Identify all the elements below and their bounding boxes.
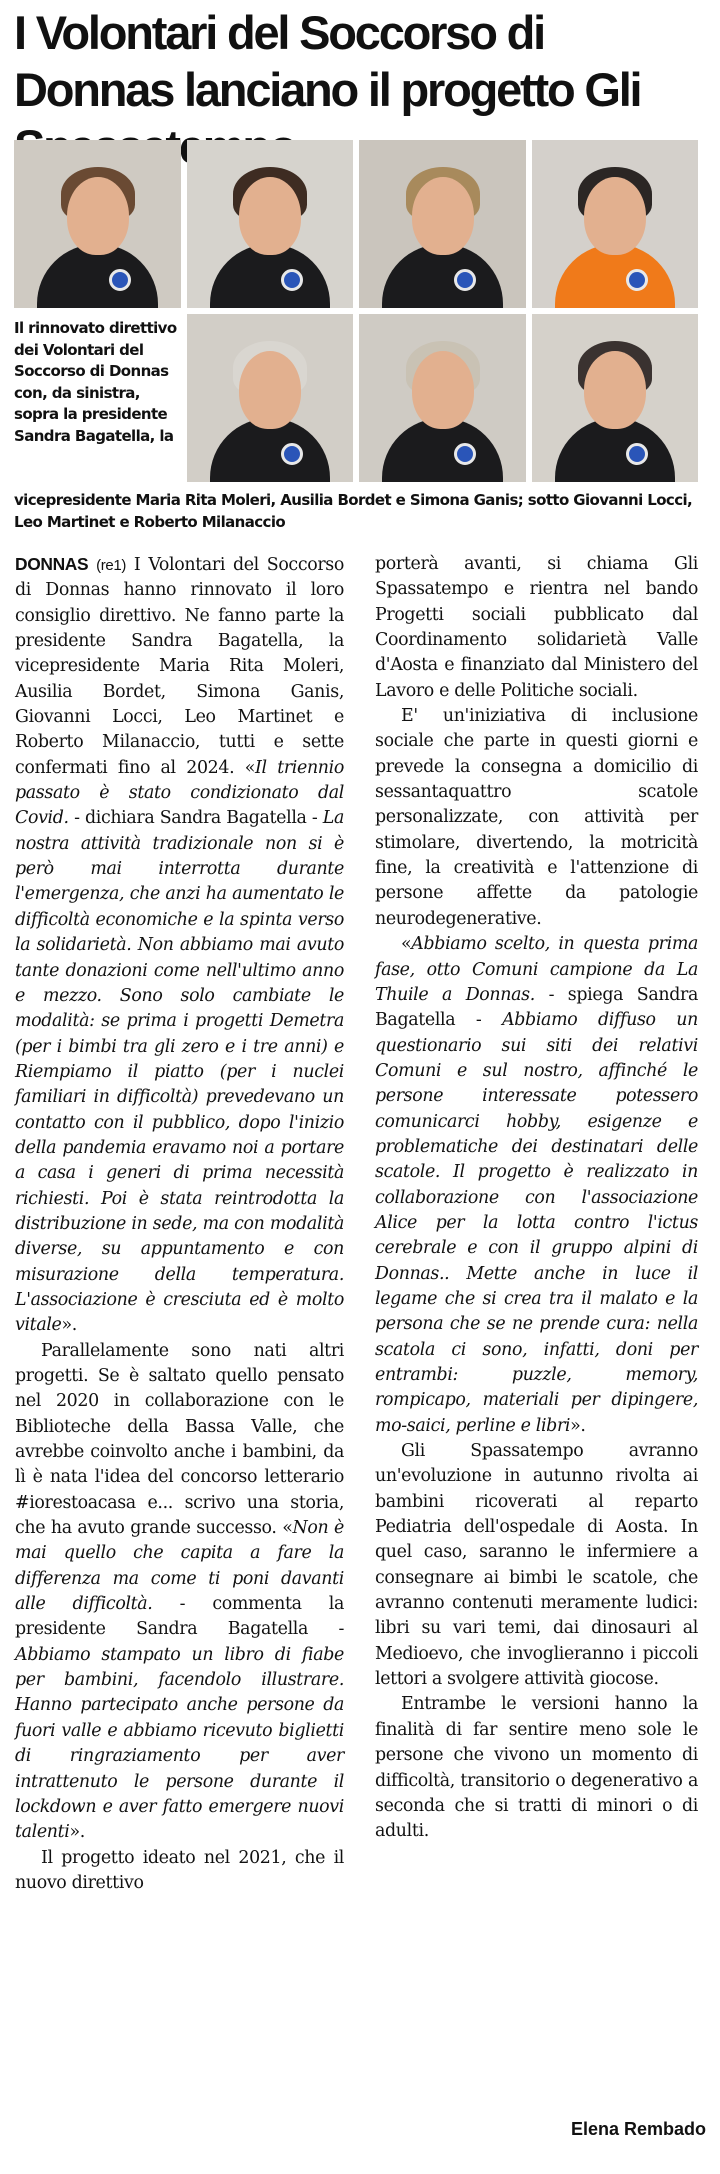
attribution-text: - commenta la presidente Sandra Bagatella - bbox=[15, 1594, 345, 1640]
paragraph-2 bbox=[15, 1339, 344, 1846]
quote-text: Abbiamo scelto, in questa prima fase, otto Comuni campione da La Thuile a Donnas. bbox=[375, 934, 698, 1005]
paragraph-3-end: porterà avanti, si chiama Gli Spassatempo e rientra nel bando Progetti sociali pubblicato dal Coordinamento solidarietà Valle d'Aosta e finanziato dal Ministero del Lavoro e delle Politiche sociali. bbox=[375, 554, 698, 701]
author-byline: Elena Rembado bbox=[570, 2119, 706, 2139]
photo-simona-ganis bbox=[532, 140, 698, 308]
photo-face bbox=[412, 177, 474, 255]
quote-text: Abbiamo stampato un libro di fiabe per bambini, facendolo illustrare. Hanno partecipato anche persone da fuori valle e abbiamo ricevuto biglietti di ringraziamento per aver intrattenuto le persone durante il lockdown e aver fatto emergere nuovi talenti bbox=[15, 1644, 344, 1843]
photo-roberto-milanaccio bbox=[532, 314, 698, 482]
photo-face bbox=[239, 177, 301, 255]
attribution-text: - dichiara Sandra Bagatella - bbox=[68, 808, 323, 829]
photo-face bbox=[584, 351, 646, 429]
quote-text: Il triennio passato è stato condizionato dal Covid. bbox=[15, 757, 344, 829]
photo-maria-rita-moleri bbox=[187, 140, 353, 308]
photo-giovanni-locci bbox=[187, 314, 353, 482]
photo-leo-martinet bbox=[359, 314, 526, 482]
paragraph-5 bbox=[375, 932, 698, 1439]
quote-close: ». bbox=[69, 1822, 85, 1843]
photo-caption-continued: vicepresidente Maria Rita Moleri, Ausilia Bordet e Simona Ganis; sotto Giovanni Locci, Leo Martinet e Roberto Milanaccio bbox=[14, 491, 693, 531]
photo-logo-badge bbox=[109, 269, 131, 291]
article-column-1 bbox=[15, 552, 344, 1896]
quote-close: ». bbox=[570, 1415, 586, 1436]
dateline: DONNAS bbox=[15, 554, 89, 574]
quote-text: La nostra attività tradizionale non si è però mai interrotta durante l'emergenza, che anzi ha aumentato le difficoltà economiche e la spinta verso la solidarietà. Non abbiamo mai avuto tante donazioni come nell'ultimo anno e mezzo. Sono solo cambiate le modalità: se prima i progetti Demetra (per i bimbi tra gli zero e i tre anni) e Riempiamo il piatto (per i nuclei familiari in difficoltà) prevedevano un contatto con il pubblico, dopo l'inizio della pandemia eravamo noi a portare a casa i generi di prima necessità richiesti. Poi è stata reintrodotta la distribuzione in sede, ma con modalità diverse, su appuntamento e con misurazione della temperatura. L'associazione è cresciuta ed è molto vitale bbox=[15, 808, 344, 1336]
photo-logo-badge bbox=[454, 269, 476, 291]
photo-sandra-bagatella bbox=[14, 140, 181, 308]
headline: I Volontari del Soccorso di Donnas lanciano il progetto Gli bbox=[14, 6, 641, 116]
article-column-2 bbox=[375, 552, 698, 1845]
quote-open: « bbox=[401, 934, 412, 955]
attribution-text: - spiega Sandra Bagatella - bbox=[375, 984, 699, 1031]
quote-text: Abbiamo diffuso un questionario sui siti dei relativi Comuni e sul nostro, affinché le persone interessate potessero comunicarci hobby, esigenze e problematiche dei destinatari delle scatole. Il progetto è realizzato in collaborazione con l'associazione Alice per la lotta contro l'ictus cerebrale e con il gruppo alpini di Donnas.. Mette anche in luce il legame che si crea tra il malato e la persona che se ne prende cura: nella scatola ci sono, infatti, doni per entrambi: puzzle, memory, rompicapo, materiali per dipingere, mo-saici, perline e libri bbox=[375, 1010, 698, 1436]
paragraph-1 bbox=[15, 552, 344, 1339]
paragraph-7: Entrambe le versioni hanno la finalità di far sentire meno sole le persone che vivono un momento di difficoltà, transitorio o degenerativo a seconda che si tratti di minori o di adulti. bbox=[375, 1694, 698, 1842]
paragraph-6: Gli Spassatempo avranno un'evoluzione in autunno rivolta ai bambini ricoverati al reparto Pediatria dell'ospedale di Aosta. In quel caso, saranno le infermiere a consegnare ai bimbi le scatole, che avranno contenuti meramente ludici: libri su vari temi, dai dinosauri al Medioevo, che invoglieranno i piccoli lettori a svolgere attività giocose. bbox=[375, 1441, 698, 1690]
paragraph-4: E' un'iniziativa di inclusione sociale che parte in questi giorni e prevede la consegna a domicilio di sessantaquattro scatole personalizzate, con attività per stimolare, divertendo, la motricità fine, la creatività e l'attenzione di persone affette da patologie neurodegenerative. bbox=[375, 706, 698, 929]
quote-close: ». bbox=[61, 1315, 77, 1336]
quote-text: Non è mai quello che capita a fare la differenza ma come ti poni davanti alle difficoltà. bbox=[15, 1518, 344, 1615]
photo-face bbox=[584, 177, 646, 255]
author-code: (re1) bbox=[96, 557, 127, 574]
paragraph-3-start: Il progetto ideato nel 2021, che il nuovo direttivo bbox=[15, 1847, 344, 1893]
photo-ausilia-bordet bbox=[359, 140, 526, 308]
photo-face bbox=[239, 351, 301, 429]
photo-face bbox=[67, 177, 129, 255]
paragraph-1-text: I Volontari del Soccorso di Donnas hanno rinnovato il loro consiglio direttivo. Ne fanno parte la presidente Sandra Bagatella, la vicepresidente Maria Rita Moleri, Ausilia Bordet, Simona Ganis, Giovanni Locci, Leo Martinet e Roberto Milanaccio, tutti e sette confermati fino al 2024. « bbox=[15, 555, 344, 778]
photo-face bbox=[412, 351, 474, 429]
photo-caption: Il rinnovato direttivo dei Volontari del Soccorso di Donnas con, da sinistra, sopra la presidente Sandra Bagatella, la bbox=[14, 319, 177, 445]
photo-logo-badge bbox=[454, 443, 476, 465]
paragraph-2-text: Parallelamente sono nati altri progetti. Se è saltato quello pensato nel 2020 in collaborazione con le Biblioteche della Bassa Valle, che avrebbe coinvolto anche i bambini, da lì è nata l'idea del concorso letterario #iorestoacasa e... scrivo una storia, che ha avuto grande successo. « bbox=[15, 1340, 344, 1539]
